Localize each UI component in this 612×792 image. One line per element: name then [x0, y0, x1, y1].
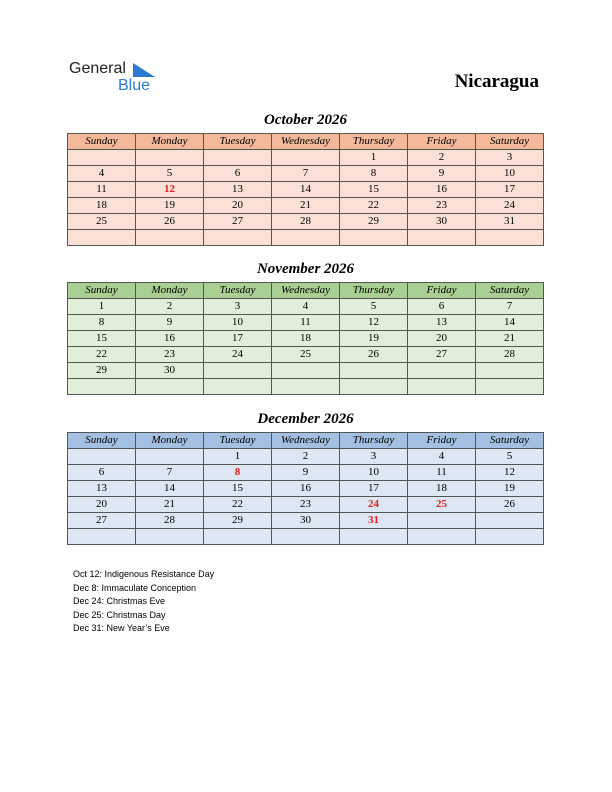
holiday-item: Dec 25: Christmas Day	[73, 609, 166, 620]
day-cell: 29	[68, 363, 136, 379]
weekday-header: Tuesday	[204, 433, 272, 449]
day-cell: 2	[272, 449, 340, 465]
day-cell: 4	[408, 449, 476, 465]
day-cell: 29	[204, 513, 272, 529]
day-cell: 20	[408, 331, 476, 347]
week-row	[68, 150, 544, 166]
day-cell: 14	[136, 481, 204, 497]
day-cell: 11	[68, 182, 136, 198]
day-cell: 13	[204, 182, 272, 198]
day-cell: 17	[204, 331, 272, 347]
day-cell	[408, 513, 476, 529]
holiday-list	[73, 568, 214, 636]
weekday-header: Wednesday	[272, 134, 340, 150]
day-cell: 1	[68, 299, 136, 315]
day-cell: 19	[476, 481, 544, 497]
day-cell: 6	[204, 166, 272, 182]
day-cell	[340, 529, 408, 545]
day-cell: 17	[340, 481, 408, 497]
day-cell: 2	[408, 150, 476, 166]
day-cell	[340, 230, 408, 246]
day-cell: 21	[136, 497, 204, 513]
day-cell: 2	[136, 299, 204, 315]
day-cell	[272, 230, 340, 246]
day-cell: 7	[136, 465, 204, 481]
day-cell: 20	[204, 198, 272, 214]
day-cell: 18	[408, 481, 476, 497]
week-row	[68, 315, 544, 331]
holiday-item: Dec 31: New Year’s Eve	[73, 623, 170, 633]
day-cell: 27	[408, 347, 476, 363]
day-cell	[136, 379, 204, 395]
week-row	[68, 481, 544, 497]
week-row	[68, 465, 544, 481]
day-cell	[272, 379, 340, 395]
day-cell: 26	[476, 497, 544, 513]
day-cell: 27	[204, 214, 272, 230]
day-cell	[408, 529, 476, 545]
weekday-header: Monday	[136, 134, 204, 150]
day-cell	[272, 363, 340, 379]
day-cell: 29	[340, 214, 408, 230]
week-row	[68, 497, 544, 513]
day-cell: 12	[476, 465, 544, 481]
day-cell: 14	[272, 182, 340, 198]
day-cell: 22	[340, 198, 408, 214]
day-cell: 20	[68, 497, 136, 513]
day-cell: 28	[136, 513, 204, 529]
day-cell: 9	[408, 166, 476, 182]
day-cell: 12	[340, 315, 408, 331]
day-cell	[476, 529, 544, 545]
weekday-header: Friday	[408, 283, 476, 299]
day-cell: 24	[204, 347, 272, 363]
month-title-november: November 2026	[256, 261, 355, 277]
week-row	[68, 529, 544, 545]
day-cell	[476, 513, 544, 529]
day-cell: 3	[476, 150, 544, 166]
weekday-header: Sunday	[68, 134, 136, 150]
day-cell	[408, 363, 476, 379]
logo-text-blue: Blue	[118, 77, 151, 94]
day-cell: 11	[408, 465, 476, 481]
day-cell	[204, 150, 272, 166]
day-cell: 25	[68, 214, 136, 230]
month-title-december: December 2026	[257, 411, 354, 427]
calendar-december	[67, 432, 544, 545]
day-cell	[204, 230, 272, 246]
day-cell: 21	[476, 331, 544, 347]
weekday-header: Tuesday	[204, 134, 272, 150]
weekday-header: Friday	[408, 433, 476, 449]
calendar-november	[67, 282, 544, 395]
logo-triangle-icon	[133, 63, 155, 77]
day-cell	[476, 379, 544, 395]
day-cell	[272, 150, 340, 166]
day-cell: 13	[68, 481, 136, 497]
day-cell: 1	[204, 449, 272, 465]
weekday-header: Tuesday	[204, 283, 272, 299]
day-cell: 22	[204, 497, 272, 513]
day-cell: 16	[136, 331, 204, 347]
day-cell: 10	[204, 315, 272, 331]
week-row	[68, 331, 544, 347]
day-cell: 22	[68, 347, 136, 363]
day-cell: 15	[68, 331, 136, 347]
weekday-header: Saturday	[476, 283, 544, 299]
day-cell	[408, 379, 476, 395]
day-cell: 24	[476, 198, 544, 214]
day-cell: 13	[408, 315, 476, 331]
day-cell: 9	[136, 315, 204, 331]
day-cell	[204, 529, 272, 545]
weekday-header: Thursday	[340, 134, 408, 150]
weekday-header: Friday	[408, 134, 476, 150]
day-cell: 28	[476, 347, 544, 363]
weekday-header: Monday	[136, 283, 204, 299]
day-cell: 31	[340, 513, 408, 529]
day-cell: 23	[408, 198, 476, 214]
day-cell: 8	[204, 465, 272, 481]
weekday-header: Saturday	[476, 134, 544, 150]
day-cell: 7	[476, 299, 544, 315]
day-cell: 10	[340, 465, 408, 481]
day-cell: 7	[272, 166, 340, 182]
day-cell: 14	[476, 315, 544, 331]
calendar-october	[67, 133, 544, 246]
day-cell	[136, 150, 204, 166]
day-cell: 16	[408, 182, 476, 198]
day-cell: 4	[68, 166, 136, 182]
day-cell: 6	[68, 465, 136, 481]
day-cell: 8	[340, 166, 408, 182]
day-cell: 4	[272, 299, 340, 315]
day-cell: 15	[340, 182, 408, 198]
weekday-header: Sunday	[68, 283, 136, 299]
holiday-item: Dec 8: Immaculate Conception	[73, 582, 197, 593]
day-cell	[136, 529, 204, 545]
day-cell	[68, 449, 136, 465]
day-cell: 23	[136, 347, 204, 363]
day-cell: 18	[68, 198, 136, 214]
week-row	[68, 363, 544, 379]
day-cell: 3	[204, 299, 272, 315]
week-row	[68, 379, 544, 395]
day-cell: 31	[476, 214, 544, 230]
week-row	[68, 214, 544, 230]
weekday-header: Thursday	[340, 433, 408, 449]
day-cell: 8	[68, 315, 136, 331]
week-row	[68, 449, 544, 465]
day-cell: 25	[272, 347, 340, 363]
day-cell	[476, 230, 544, 246]
weekday-header: Sunday	[68, 433, 136, 449]
day-cell	[136, 449, 204, 465]
day-cell: 1	[340, 150, 408, 166]
country-title: Nicaragua	[454, 71, 539, 92]
day-cell	[476, 363, 544, 379]
weekday-header: Thursday	[340, 283, 408, 299]
day-cell: 12	[136, 182, 204, 198]
week-row	[68, 347, 544, 363]
day-cell: 19	[340, 331, 408, 347]
month-title-october: October 2026	[264, 112, 347, 128]
day-cell: 25	[408, 497, 476, 513]
day-cell: 28	[272, 214, 340, 230]
logo-text-general: General	[69, 60, 126, 77]
logo	[69, 60, 169, 96]
day-cell	[340, 363, 408, 379]
day-cell	[408, 230, 476, 246]
weekday-header: Wednesday	[272, 433, 340, 449]
day-cell	[68, 150, 136, 166]
day-cell: 17	[476, 182, 544, 198]
week-row	[68, 182, 544, 198]
day-cell	[136, 230, 204, 246]
day-cell: 9	[272, 465, 340, 481]
week-row	[68, 198, 544, 214]
day-cell: 30	[272, 513, 340, 529]
day-cell: 23	[272, 497, 340, 513]
weekday-header: Wednesday	[272, 283, 340, 299]
day-cell	[68, 379, 136, 395]
week-row	[68, 166, 544, 182]
day-cell	[272, 529, 340, 545]
day-cell: 30	[136, 363, 204, 379]
day-cell: 5	[476, 449, 544, 465]
day-cell: 26	[340, 347, 408, 363]
week-row	[68, 513, 544, 529]
holiday-item: Oct 12: Indigenous Resistance Day	[73, 569, 215, 579]
day-cell: 24	[340, 497, 408, 513]
day-cell: 10	[476, 166, 544, 182]
week-row	[68, 299, 544, 315]
day-cell: 21	[272, 198, 340, 214]
day-cell: 5	[340, 299, 408, 315]
weekday-header: Saturday	[476, 433, 544, 449]
day-cell: 18	[272, 331, 340, 347]
day-cell: 30	[408, 214, 476, 230]
day-cell	[340, 379, 408, 395]
holiday-item: Dec 24: Christmas Eve	[73, 596, 166, 606]
day-cell	[204, 379, 272, 395]
day-cell	[68, 230, 136, 246]
day-cell: 6	[408, 299, 476, 315]
day-cell: 16	[272, 481, 340, 497]
day-cell: 27	[68, 513, 136, 529]
day-cell	[68, 529, 136, 545]
day-cell	[204, 363, 272, 379]
week-row	[68, 230, 544, 246]
day-cell: 19	[136, 198, 204, 214]
day-cell: 3	[340, 449, 408, 465]
day-cell: 15	[204, 481, 272, 497]
day-cell: 5	[136, 166, 204, 182]
weekday-header: Monday	[136, 433, 204, 449]
day-cell: 26	[136, 214, 204, 230]
day-cell: 11	[272, 315, 340, 331]
